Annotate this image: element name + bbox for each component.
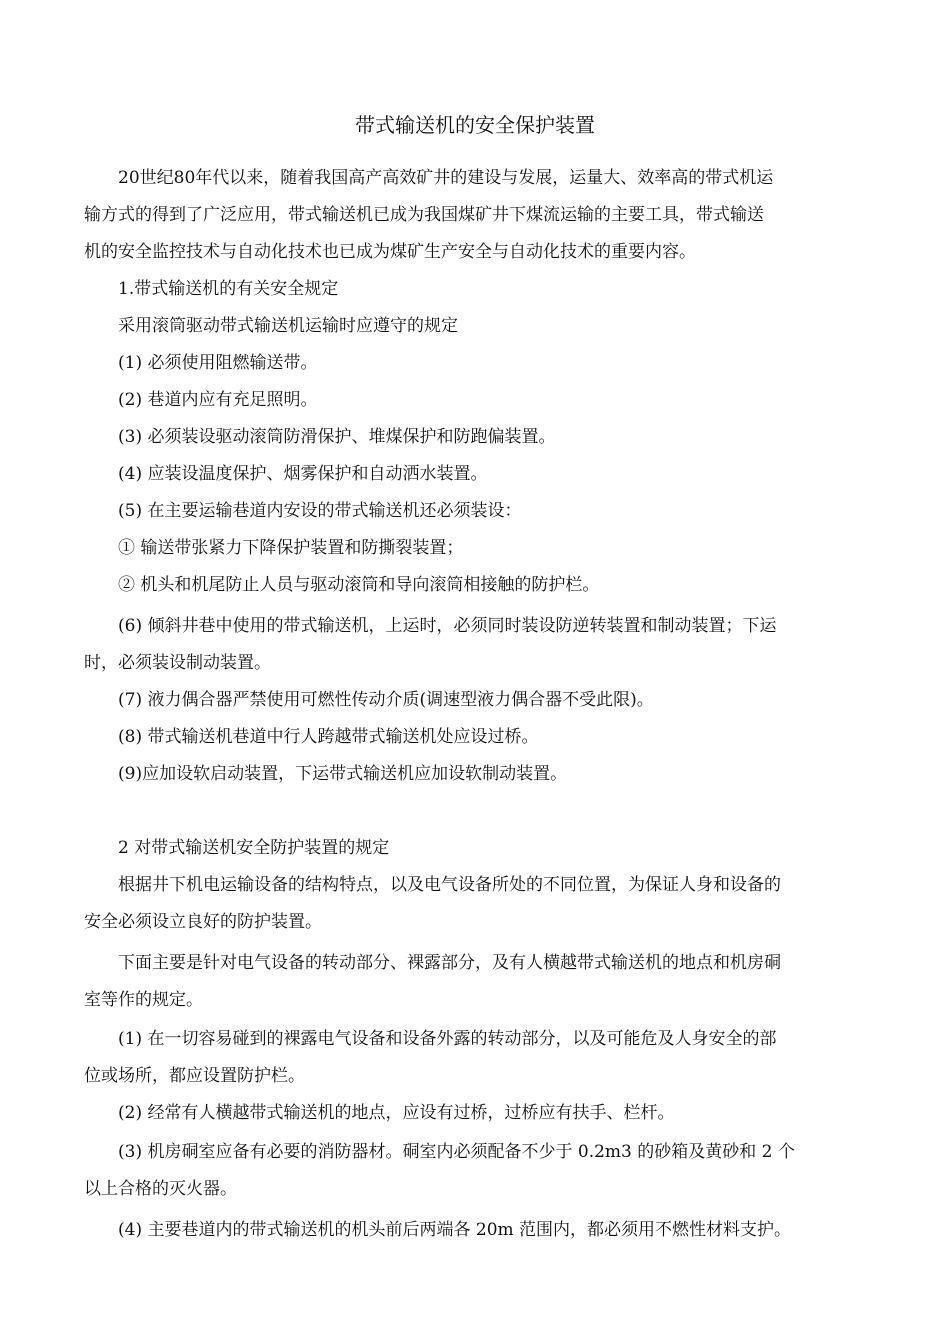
section-1-item: (7) 液力偶合器严禁使用可燃性传动介质(调速型液力偶合器不受此限)。 [118,690,654,710]
section-1-subheading: 采用滚筒驱动带式输送机运输时应遵守的规定 [118,316,458,336]
section-1-item-6-line-2: 时，必须装设制动装置。 [84,653,271,673]
section-1-subitem: ② 机头和机尾防止人员与驱动滚筒和导向滚筒相接触的防护栏。 [118,575,600,595]
section-1-heading: 1.带式输送机的有关安全规定 [118,279,339,299]
section-1-item: (2) 巷道内应有充足照明。 [118,390,318,410]
section-2-para-2-line-2: 室等作的规定。 [84,990,203,1010]
section-2-item-1-line-1: (1) 在一切容易碰到的裸露电气设备和设备外露的转动部分，以及可能危及人身安全的部 [118,1029,777,1049]
intro-line-1: 20世纪80年代以来，随着我国高产高效矿井的建设与发展，运量大、效率高的带式机运 [118,168,774,188]
section-1-item: (5) 在主要运输巷道内安设的带式输送机还必须装设： [118,501,522,521]
section-2-item-3-line-2: 以上合格的灭火器。 [84,1179,237,1199]
section-1-item: (3) 必须装设驱动滚筒防滑保护、堆煤保护和防跑偏装置。 [118,427,556,447]
section-2-heading: 2 对带式输送机安全防护装置的规定 [118,838,390,858]
intro-line-3: 机的安全监控技术与自动化技术也已成为煤矿生产安全与自动化技术的重要内容。 [84,242,696,262]
section-2-item-4: (4) 主要巷道内的带式输送机的机头前后两端各 20m 范围内，都必须用不燃性材料支护。 [118,1220,792,1240]
section-2-para-1-line-1: 根据井下机电运输设备的结构特点，以及电气设备所处的不同位置，为保证人身和设备的 [118,875,781,895]
section-2-para-2-line-1: 下面主要是针对电气设备的转动部分、裸露部分，及有人横越带式输送机的地点和机房硐 [118,953,781,973]
section-1-item: (9)应加设软启动装置，下运带式输送机应加设软制动装置。 [118,764,568,784]
section-1-item: (8) 带式输送机巷道中行人跨越带式输送机处应设过桥。 [118,727,539,747]
section-2-para-1-line-2: 安全必须设立良好的防护装置。 [84,912,322,932]
section-2-item-1-line-2: 位或场所，都应设置防护栏。 [84,1066,305,1086]
section-1-subitem: ① 输送带张紧力下降保护装置和防撕裂装置； [118,538,464,558]
section-2-item-2: (2) 经常有人横越带式输送机的地点，应设有过桥，过桥应有扶手、栏杆。 [118,1103,675,1123]
document-title: 带式输送机的安全保护装置 [355,113,595,137]
section-2-item-3-line-1: (3) 机房硐室应备有必要的消防器材。硐室内必须配备不少于 0.2m3 的砂箱及黄砂和 2 个 [118,1142,795,1162]
section-1-item-6-line-1: (6) 倾斜井巷中使用的带式输送机，上运时，必须同时装设防逆转装置和制动装置；下运 [118,616,777,636]
section-1-item: (1) 必须使用阻燃输送带。 [118,353,318,373]
section-1-item: (4) 应装设温度保护、烟雾保护和自动洒水装置。 [118,464,488,484]
intro-line-2: 输方式的得到了广泛应用，带式输送机已成为我国煤矿井下煤流运输的主要工具，带式输送 [84,205,764,225]
